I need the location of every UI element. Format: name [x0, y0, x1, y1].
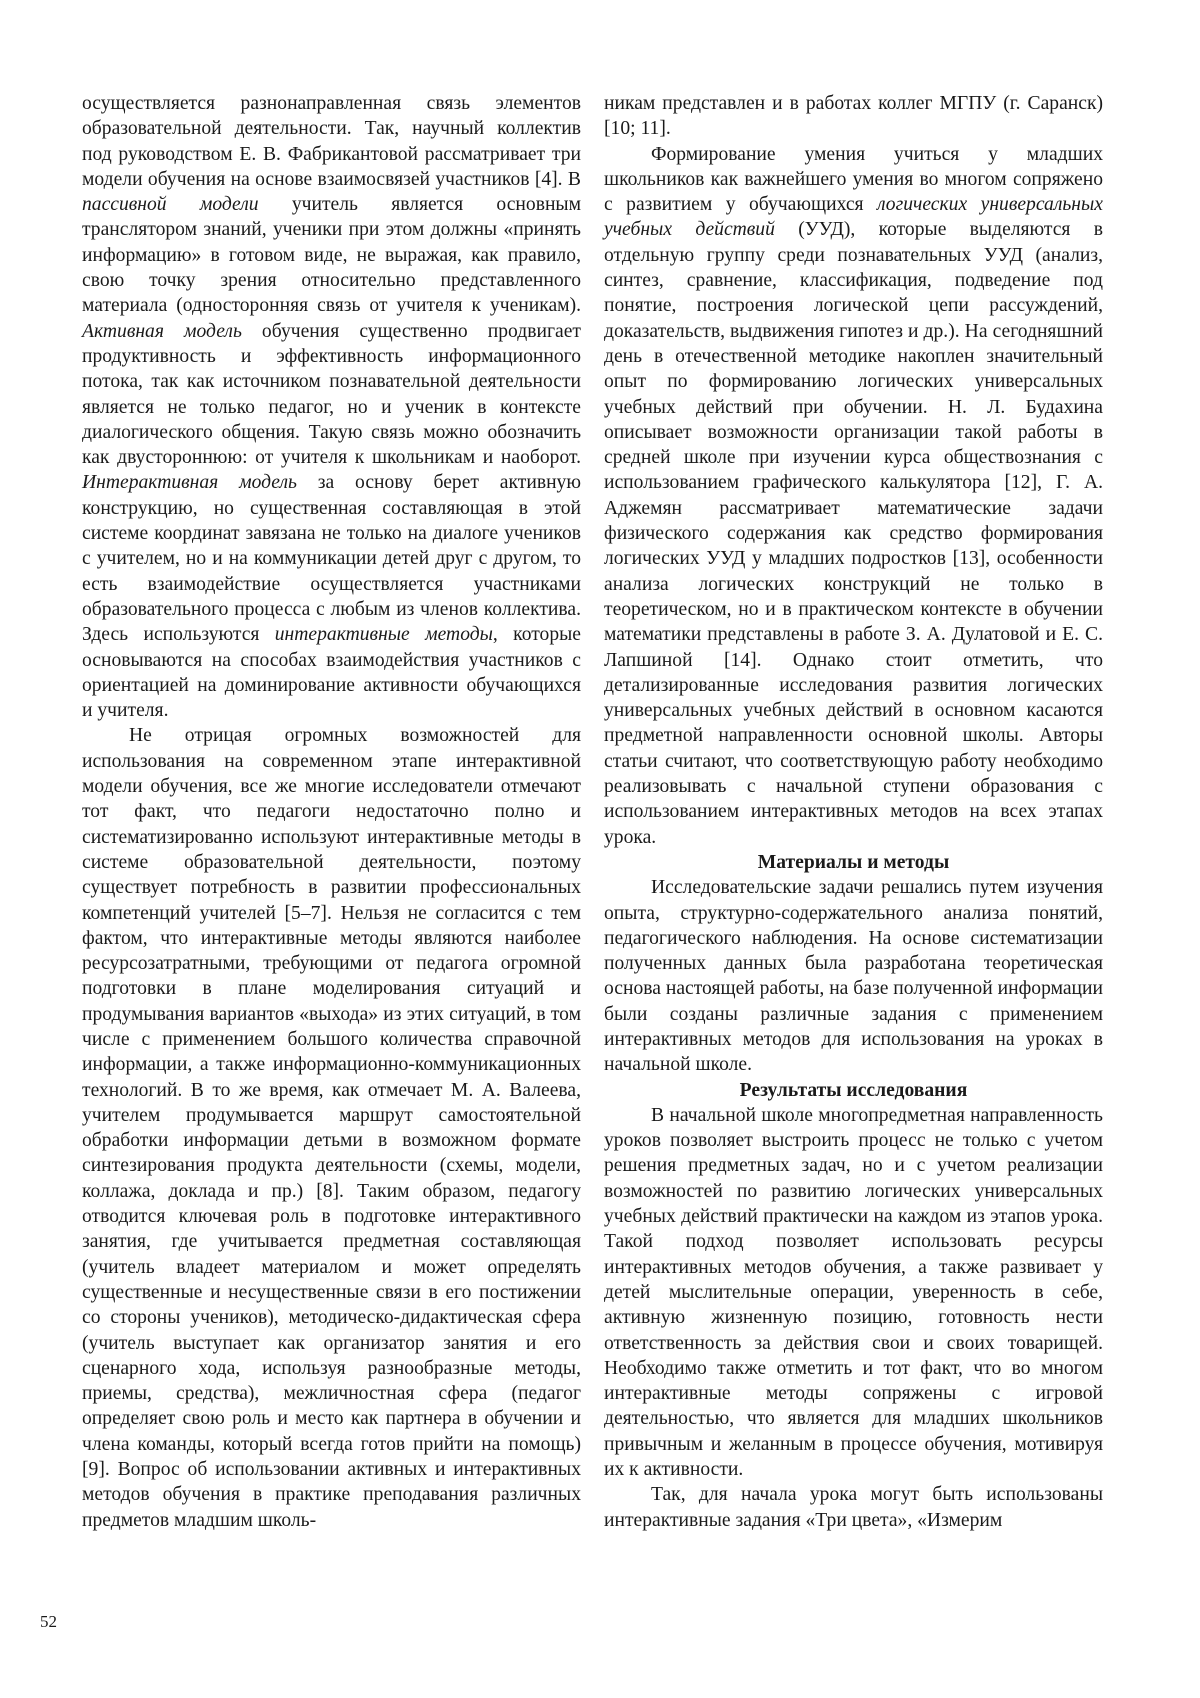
- left-paragraph-2: Не отрицая огромных возможностей для использования на современном этапе интерактивной модели обучения, все же многие исследователи отмечают тот факт, что педагоги недостаточно полно и систематизированно используют интерактивные методы в системе образовательной деятельности, поэтому существует потребность в развитии профессиональных компетенций учителей [5–7]. Нельзя не согласится с тем фактом, что интерактивные методы являются наиболее ресурсозатратными, требующими от педагога огромной подготовки в плане моделирования ситуаций и продумывания вариантов «выхода» из этих ситуаций, в том числе с применением большого количества справочной информации, а также информационно-коммуникационных технологий. В то же время, как отмечает М. А. Валеева, учителем продумывается маршрут самостоятельной обработки информации детьми в возможном формате синтезирования продукта деятельности (схемы, модели, коллажа, доклада и пр.) [8]. Таким образом, педагогу отводится ключевая роль в подготовке интерактивного занятия, где учитывается предметная составляющая (учитель владеет материалом и может определять существенные и несущественные связи в его постижении со стороны учеников), методическо-дидактическая сфера (учитель выступает как организатор занятия и его сценарного хода, используя разнообразные методы, приемы, средства), межличностная сфера (педагог определяет свою роль и место как партнера в обучении и члена команды, который всегда готов прийти на помощь) [9]. Вопрос об использовании активных и интерактивных методов обучения в практике преподавания различных предметов младшим школь-: [82, 725, 581, 1531]
- text-run: Формирование умения учиться у младших школьников как важнейшего умения во многом сопряжено с развитием у обучающихся: [604, 143, 1103, 216]
- text-run: учитель является основным транслятором знаний, ученики при этом должны «принять информацию» в готовом виде, не выражая, как правило, свою точку зрения относительно представленного материала (односторонняя связь от учителя к ученикам).: [82, 194, 581, 317]
- italic-term-logical-uud: логических универсальных учебных действий: [604, 194, 1103, 241]
- text-run: (УУД), которые выделяются в отдельную группу среди познавательных УУД (анализ, синтез, сравнение, классификация, подведение под понятие, построения логической цепи рассуждений, доказательств, выдвижения гипотез и др.). На сегодняшний день в отечественной методике накоплен значительный опыт по формированию логических универсальных учебных действий при обучении. Н. Л. Будахина описывает возможности организации такой работы в средней школе при изучении курса обществознания с использованием графического калькулятора [12], Г. А. Аджемян рассматривает математические задачи физического содержания как средство формирования логических УУД у младших подростков [13], особенности анализа логических конструкций не только в теоретическом, но и в практическом контексте в обучении математики представлены в работе З. А. Дулатовой и Е. С. Лапшиной [14]. Однако стоит отметить, что детализированные исследования развития логических универсальных учебных действий в основном касаются предметной направленности основной школы. Авторы статьи считают, что соответствующую работу необходимо реализовывать с начальной ступени образования с использованием интерактивных методов на всех этапах урока.: [604, 219, 1103, 848]
- right-paragraph-4: В начальной школе многопредметная направленность уроков позволяет выстроить процесс не только с учетом решения предметных задач, но и с учетом реализации возможностей по развитию логических универсальных учебных действий практически на каждом из этапов урока. Такой подход позволяет использовать ресурсы интерактивных методов обучения, а также развивает у детей мыслительные операции, уверенность в себе, активную жизненную позицию, готовность нести ответственность за действия свои и своих товарищей. Необходимо также отметить и тот факт, что во многом интерактивные методы сопряжены с игровой деятельностью, что является для младших школьников привычным и желанным в процессе обучения, мотивируя их к активности.: [604, 1104, 1103, 1481]
- right-paragraph-1: никам представлен и в работах коллег МГПУ (г. Саранск) [10; 11].: [604, 93, 1103, 140]
- section-heading-materials-methods: Материалы и методы: [757, 851, 950, 873]
- right-paragraph-3: Исследовательские задачи решались путем изучения опыта, структурно-содержательного анализа понятий, педагогического наблюдения. На основе систематизации полученных данных была разработана теоретическая основа настоящей работы, на базе полученной информации были созданы различные задания с применением интерактивных методов для использования на уроках в начальной школе.: [604, 877, 1103, 1076]
- text-run: за основу берет активную конструкцию, но существенная составляющая в этой системе координат завязана не только на диалоге учеников с учителем, но и на коммуникации детей друг с другом, то есть взаимодействие осуществляется участниками образовательного процесса с любым из членов коллектива. Здесь используются: [82, 472, 581, 646]
- italic-term-passive-model: пассивной модели: [82, 194, 259, 216]
- right-paragraph-2: [604, 142, 1103, 850]
- left-paragraph-1: [82, 91, 581, 723]
- section-heading-results: Результаты исследования: [739, 1079, 968, 1101]
- italic-term-interactive-model: Интерактивная модель: [82, 472, 297, 494]
- left-column: [82, 91, 581, 1533]
- text-run: обучения существенно продвигает продуктивность и эффективность информационного потока, так как источником познавательной деятельности является не только педагог, но и ученик в контексте диалогического общения. Такую связь можно обозначить как двустороннюю: от учителя к школьникам и наоборот.: [82, 320, 581, 469]
- italic-term-interactive-methods: интерактивные методы: [274, 624, 493, 646]
- italic-term-active-model: Активная модель: [82, 320, 242, 342]
- page-number: 52: [40, 1612, 57, 1631]
- right-paragraph-5: Так, для начала урока могут быть использованы интерактивные задания «Три цвета», «Измерим: [604, 1484, 1103, 1531]
- right-column: [604, 91, 1103, 1533]
- text-run: осуществляется разнонаправленная связь элементов образовательной деятельности. Так, научный коллектив под руководством Е. В. Фабрикантовой рассматривает три модели обучения на основе взаимосвязей участников [4]. В: [82, 93, 581, 190]
- text-run: , которые основываются на способах взаимодействия участников с ориентацией на доминирование активности обучающихся и учителя.: [82, 624, 581, 722]
